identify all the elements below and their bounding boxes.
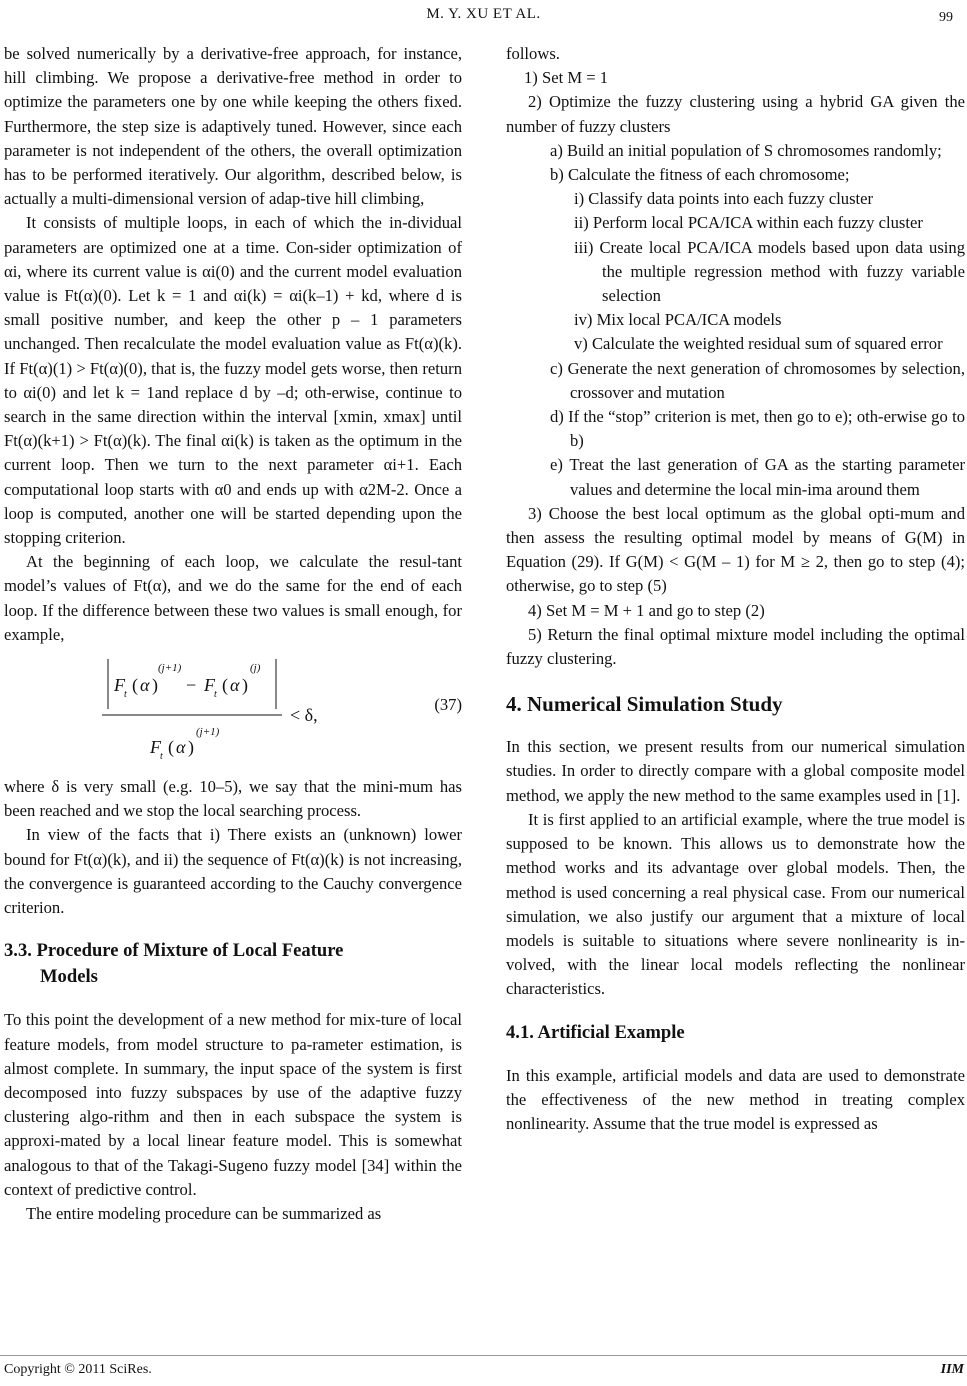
- copyright: Copyright © 2011 SciRes.: [4, 1362, 152, 1377]
- footer-rule: [0, 1355, 967, 1356]
- svg-text:t: t: [124, 689, 127, 701]
- paragraph: where δ is very small (e.g. 10–5), we say that the mini-mum has been reached and we stop the local searching process.: [4, 777, 462, 821]
- svg-text:α: α: [140, 675, 150, 696]
- svg-text:): ): [242, 675, 248, 696]
- paragraph: It is first applied to an artificial example, where the true model is supposed to be known. This allows us to demonstrate how the method works and its advantage over global models. Then, the method is used concerning a real physical case. From our numerical simulation, we also justify our argument that a mixture of local models is suitable to situations where severe nonlinearity is in-volved, with the linear local models reflecting the nonlinear characteristics.: [506, 809, 965, 999]
- step-2: 2) Optimize the fuzzy clustering using a hybrid GA given the number of fuzzy clusters: [506, 92, 965, 136]
- svg-text:< δ,: < δ,: [290, 705, 318, 726]
- substep-v: v) Calculate the weighted residual sum of squared error: [574, 334, 943, 354]
- paragraph: To this point the development of a new method for mix-ture of local feature models, from model structure to pa-rameter estimation, is almost complete. In summary, the input space of the system is first decomposed into fuzzy subspaces by use of the adaptive fuzzy clustering algo-rithm and then in each subspace the system is approxi-mated by a local linear feature model. This is somewhat analogous to that of the Takagi-Sugeno fuzzy model [34] within the context of predictive control.: [4, 1010, 462, 1199]
- substep-i: i) Classify data points into each fuzzy cluster: [574, 189, 874, 209]
- paragraph: It consists of multiple loops, in each of which the in-dividual parameters are optimized one at a time. Con-sider optimization of αi, where its current value is αi(0) and the current model evaluation value is Ft(α)(0). Let k = 1 and αi(k) = αi(k–1) + kd, where d is small positive number, and keep the other p – 1 parameters unchanged. Then recalculate the model evaluation value as Ft(α)(k). If Ft(α)(1) > Ft(α)(0), that is, the fuzzy model gets worse, then return to αi(0) and let k = 1and replace d by –d; oth-erwise, continue to search in the same direction within the interval [xmin, xmax] until Ft(α)(k+1) > Ft(α)(k). The final αi(k) is taken as the optimum in the current loop. Then we turn to the next parameter αi+1. Each computational loop starts with α0 and ends up with α2M-2. Once a loop is computed, another one will be started depending upon the stopping criterion.: [4, 213, 462, 548]
- step-3: 3) Choose the best local optimum as the global opti-mum and then assess the resulting optimal model by means of G(M) in Equation (29). If G(M) < G(M – 1) for M ≥ 2, then go to step (4); otherwise, go to step (5): [506, 503, 965, 596]
- paragraph: The entire modeling procedure can be summarized as: [26, 1203, 382, 1223]
- running-header: [0, 6, 967, 30]
- substep-b: b) Calculate the fitness of each chromosome;: [550, 165, 850, 185]
- substep-c: c) Generate the next generation of chromosomes by selection, crossover and mutation: [550, 358, 965, 402]
- svg-text:F: F: [114, 675, 125, 696]
- svg-text:(j): (j): [250, 662, 261, 675]
- paragraph: At the beginning of each loop, we calculate the resul-tant model’s values of Ft(α), and we do the same for the end of each loop. If the difference between these two values is small enough, for example,: [4, 552, 462, 644]
- equation-graphic: [100, 653, 340, 765]
- svg-text:(: (: [222, 675, 228, 696]
- svg-text:α: α: [230, 675, 240, 696]
- substep-iv: iv) Mix local PCA/ICA models: [574, 310, 782, 330]
- svg-text:α: α: [176, 737, 186, 758]
- paragraph: In this example, artificial models and data are used to demonstrate the effectiveness of the new method in treating complex nonlinearity. Assume that the true model is expressed as: [506, 1065, 965, 1133]
- section-heading-4-1: 4.1. Artificial Example: [506, 1021, 685, 1043]
- svg-text:−: −: [186, 675, 197, 696]
- running-title: M. Y. XU ET AL.: [426, 6, 541, 22]
- substep-d: d) If the “stop” criterion is met, then go to e); oth-erwise go to b): [550, 407, 965, 451]
- svg-text:(: (: [168, 737, 174, 758]
- step-1: 1) Set M = 1: [524, 68, 609, 88]
- page-footer: [4, 1362, 964, 1378]
- page-number: 99: [939, 10, 953, 25]
- journal-abbrev: IIM: [940, 1362, 964, 1377]
- svg-text:): ): [152, 675, 158, 696]
- svg-text:F: F: [150, 737, 161, 758]
- substep-iii: iii) Create local PCA/ICA models based upon data using the multiple regression method with fuzzy variable selection: [574, 237, 965, 306]
- svg-text:(: (: [132, 675, 138, 696]
- paragraph: be solved numerically by a derivative-free approach, for instance, hill climbing. We propose a derivative-free method in order to optimize the parameters one by one while keeping the others fixed. Furthermore, the step size is adaptively tuned. However, since each parameter is not independent of the others, the overall optimization has to be performed iteratively. Our algorithm, described below, is actually a multi-dimensional version of adap-tive hill climbing,: [4, 44, 462, 209]
- paragraph: follows.: [506, 44, 560, 63]
- paragraph: In view of the facts that i) There exists an (unknown) lower bound for Ft(α)(k), and ii) the sequence of Ft(α)(k) is not increasing, the convergence is guaranteed according to the Cauchy convergence criterion.: [4, 825, 462, 918]
- substep-ii: ii) Perform local PCA/ICA within each fuzzy cluster: [574, 213, 923, 233]
- svg-text:(j+1): (j+1): [196, 726, 220, 739]
- equation-37: [4, 653, 462, 765]
- paragraph: In this section, we present results from our numerical simulation studies. In order to directly compare with a global composite model method, we apply the new method to the same examples used in [1].: [506, 737, 965, 805]
- svg-text:(j+1): (j+1): [158, 662, 182, 675]
- right-column: [506, 42, 965, 1136]
- step-5: 5) Return the final optimal mixture model including the optimal fuzzy clustering.: [506, 624, 965, 669]
- section-heading-4: 4. Numerical Simulation Study: [506, 692, 783, 717]
- substep-e: e) Treat the last generation of GA as the starting parameter values and determine the local min-ima around them: [550, 455, 965, 499]
- step-4: 4) Set M = M + 1 and go to step (2): [528, 600, 765, 620]
- svg-text:t: t: [214, 689, 217, 701]
- svg-text:t: t: [160, 751, 163, 763]
- substep-a: a) Build an initial population of S chromosomes randomly;: [550, 140, 942, 160]
- svg-text:F: F: [204, 675, 215, 696]
- svg-text:): ): [188, 737, 194, 758]
- equation-number: (37): [434, 695, 462, 715]
- left-column: [4, 42, 462, 1226]
- section-heading-3-3: 3.3. Procedure of Mixture of Local Feature Models: [4, 940, 344, 988]
